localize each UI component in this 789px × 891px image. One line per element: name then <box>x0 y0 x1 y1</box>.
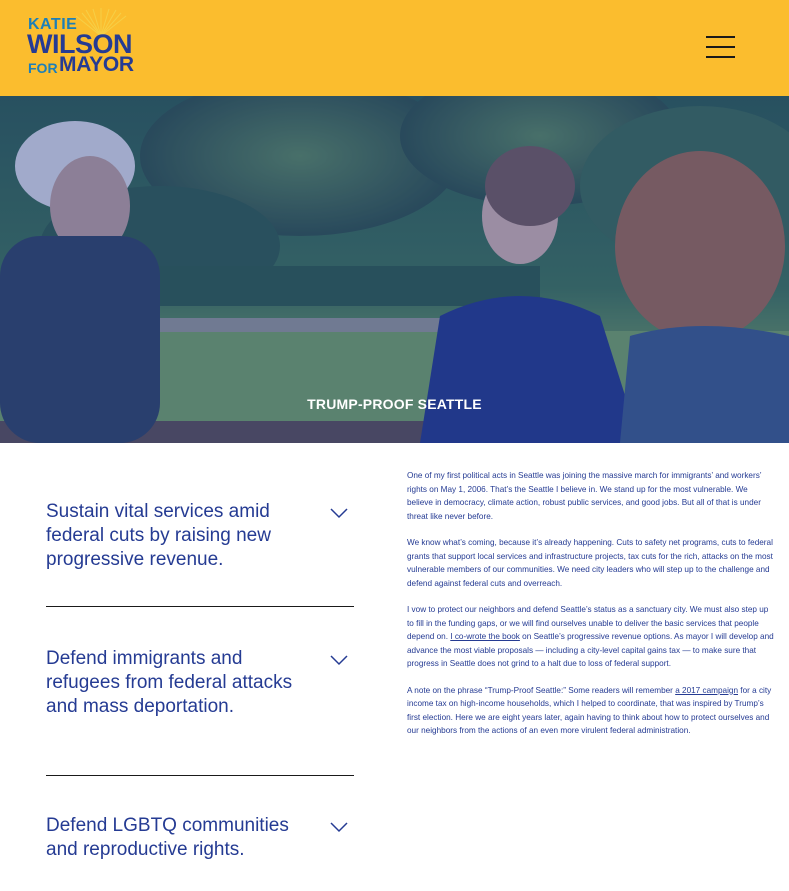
hero-photo <box>0 96 789 443</box>
chevron-down-icon[interactable] <box>330 655 348 666</box>
logo-text-katie: KATIE <box>28 16 78 33</box>
paragraph-text: for a city income tax on high-income households, which I helped to coordinate, that was inspired by Trump’s first election. Here we are eight years later, again having to think about how to protect ourselves and our neighbors from the actions of an even more virulent federal administration. <box>407 685 772 735</box>
hero-title: TRUMP-PROOF SEATTLE <box>307 396 482 412</box>
paragraph-text: on Seattle’s progressive revenue options. As mayor I will develop and advance the most viable proposals — including a city-level capital gains tax — to make sure that progress in Seattle does not grind to a halt due to loss of federal support. <box>407 632 774 668</box>
accordion-item-revenue[interactable] <box>46 500 354 606</box>
article-paragraph: We know what’s coming, because it’s already happening. Cuts to safety net programs, cuts to federal grants that support local services and infrastructure projects, tax cuts for the rich, attacks on the most vulnerable members of our communities. We need city leaders who will step up to the challenge and defend against federal cuts and overreach. <box>407 538 773 588</box>
accordion-title: Defend LGBTQ communities and reproductive rights. <box>46 815 289 860</box>
accordion-title: Defend immigrants and refugees from federal attacks and mass deportation. <box>46 648 293 717</box>
accordion-item-lgbtq[interactable] <box>46 776 354 891</box>
logo-text-for: FOR <box>28 60 58 76</box>
paragraph-text: I vow to protect our neighbors and defend Seattle’s status as a sanctuary city. We must also step up to fill in the funding gaps, or we will find ourselves unable to deliver the basic services that people depend on. <box>407 605 769 641</box>
article-paragraph: One of my first political acts in Seattle was joining the massive march for immigrants’ and workers’ rights on May 1, 2006. That’s the Seattle I believe in. We stand up for the most vulnerable. We believe in democracy, climate action, robust public services, and good jobs. But all of that is under threat like never before. <box>407 471 762 521</box>
logo-text-mayor: MAYOR <box>59 53 134 76</box>
book-link[interactable]: I co-wrote the book <box>450 632 520 641</box>
campaign-2017-link[interactable]: a 2017 campaign <box>675 685 739 695</box>
accordion-item-immigrants[interactable] <box>46 607 354 775</box>
article-body <box>407 469 775 751</box>
logo-text-wilson: WILSON <box>27 29 132 59</box>
hamburger-menu-icon[interactable] <box>700 33 742 61</box>
article-paragraph <box>407 684 775 738</box>
hero-banner <box>0 96 789 443</box>
paragraph-text: A note on the phrase “Trump-Proof Seattle:” Some readers will remember <box>407 685 676 695</box>
site-header <box>0 0 789 96</box>
article-paragraph <box>407 603 775 671</box>
campaign-logo[interactable] <box>26 6 146 80</box>
chevron-down-icon[interactable] <box>330 822 348 833</box>
policy-accordion <box>46 500 354 891</box>
accordion-title: Sustain vital services amid federal cuts by raising new progressive revenue. <box>46 501 271 570</box>
chevron-down-icon[interactable] <box>330 508 348 519</box>
